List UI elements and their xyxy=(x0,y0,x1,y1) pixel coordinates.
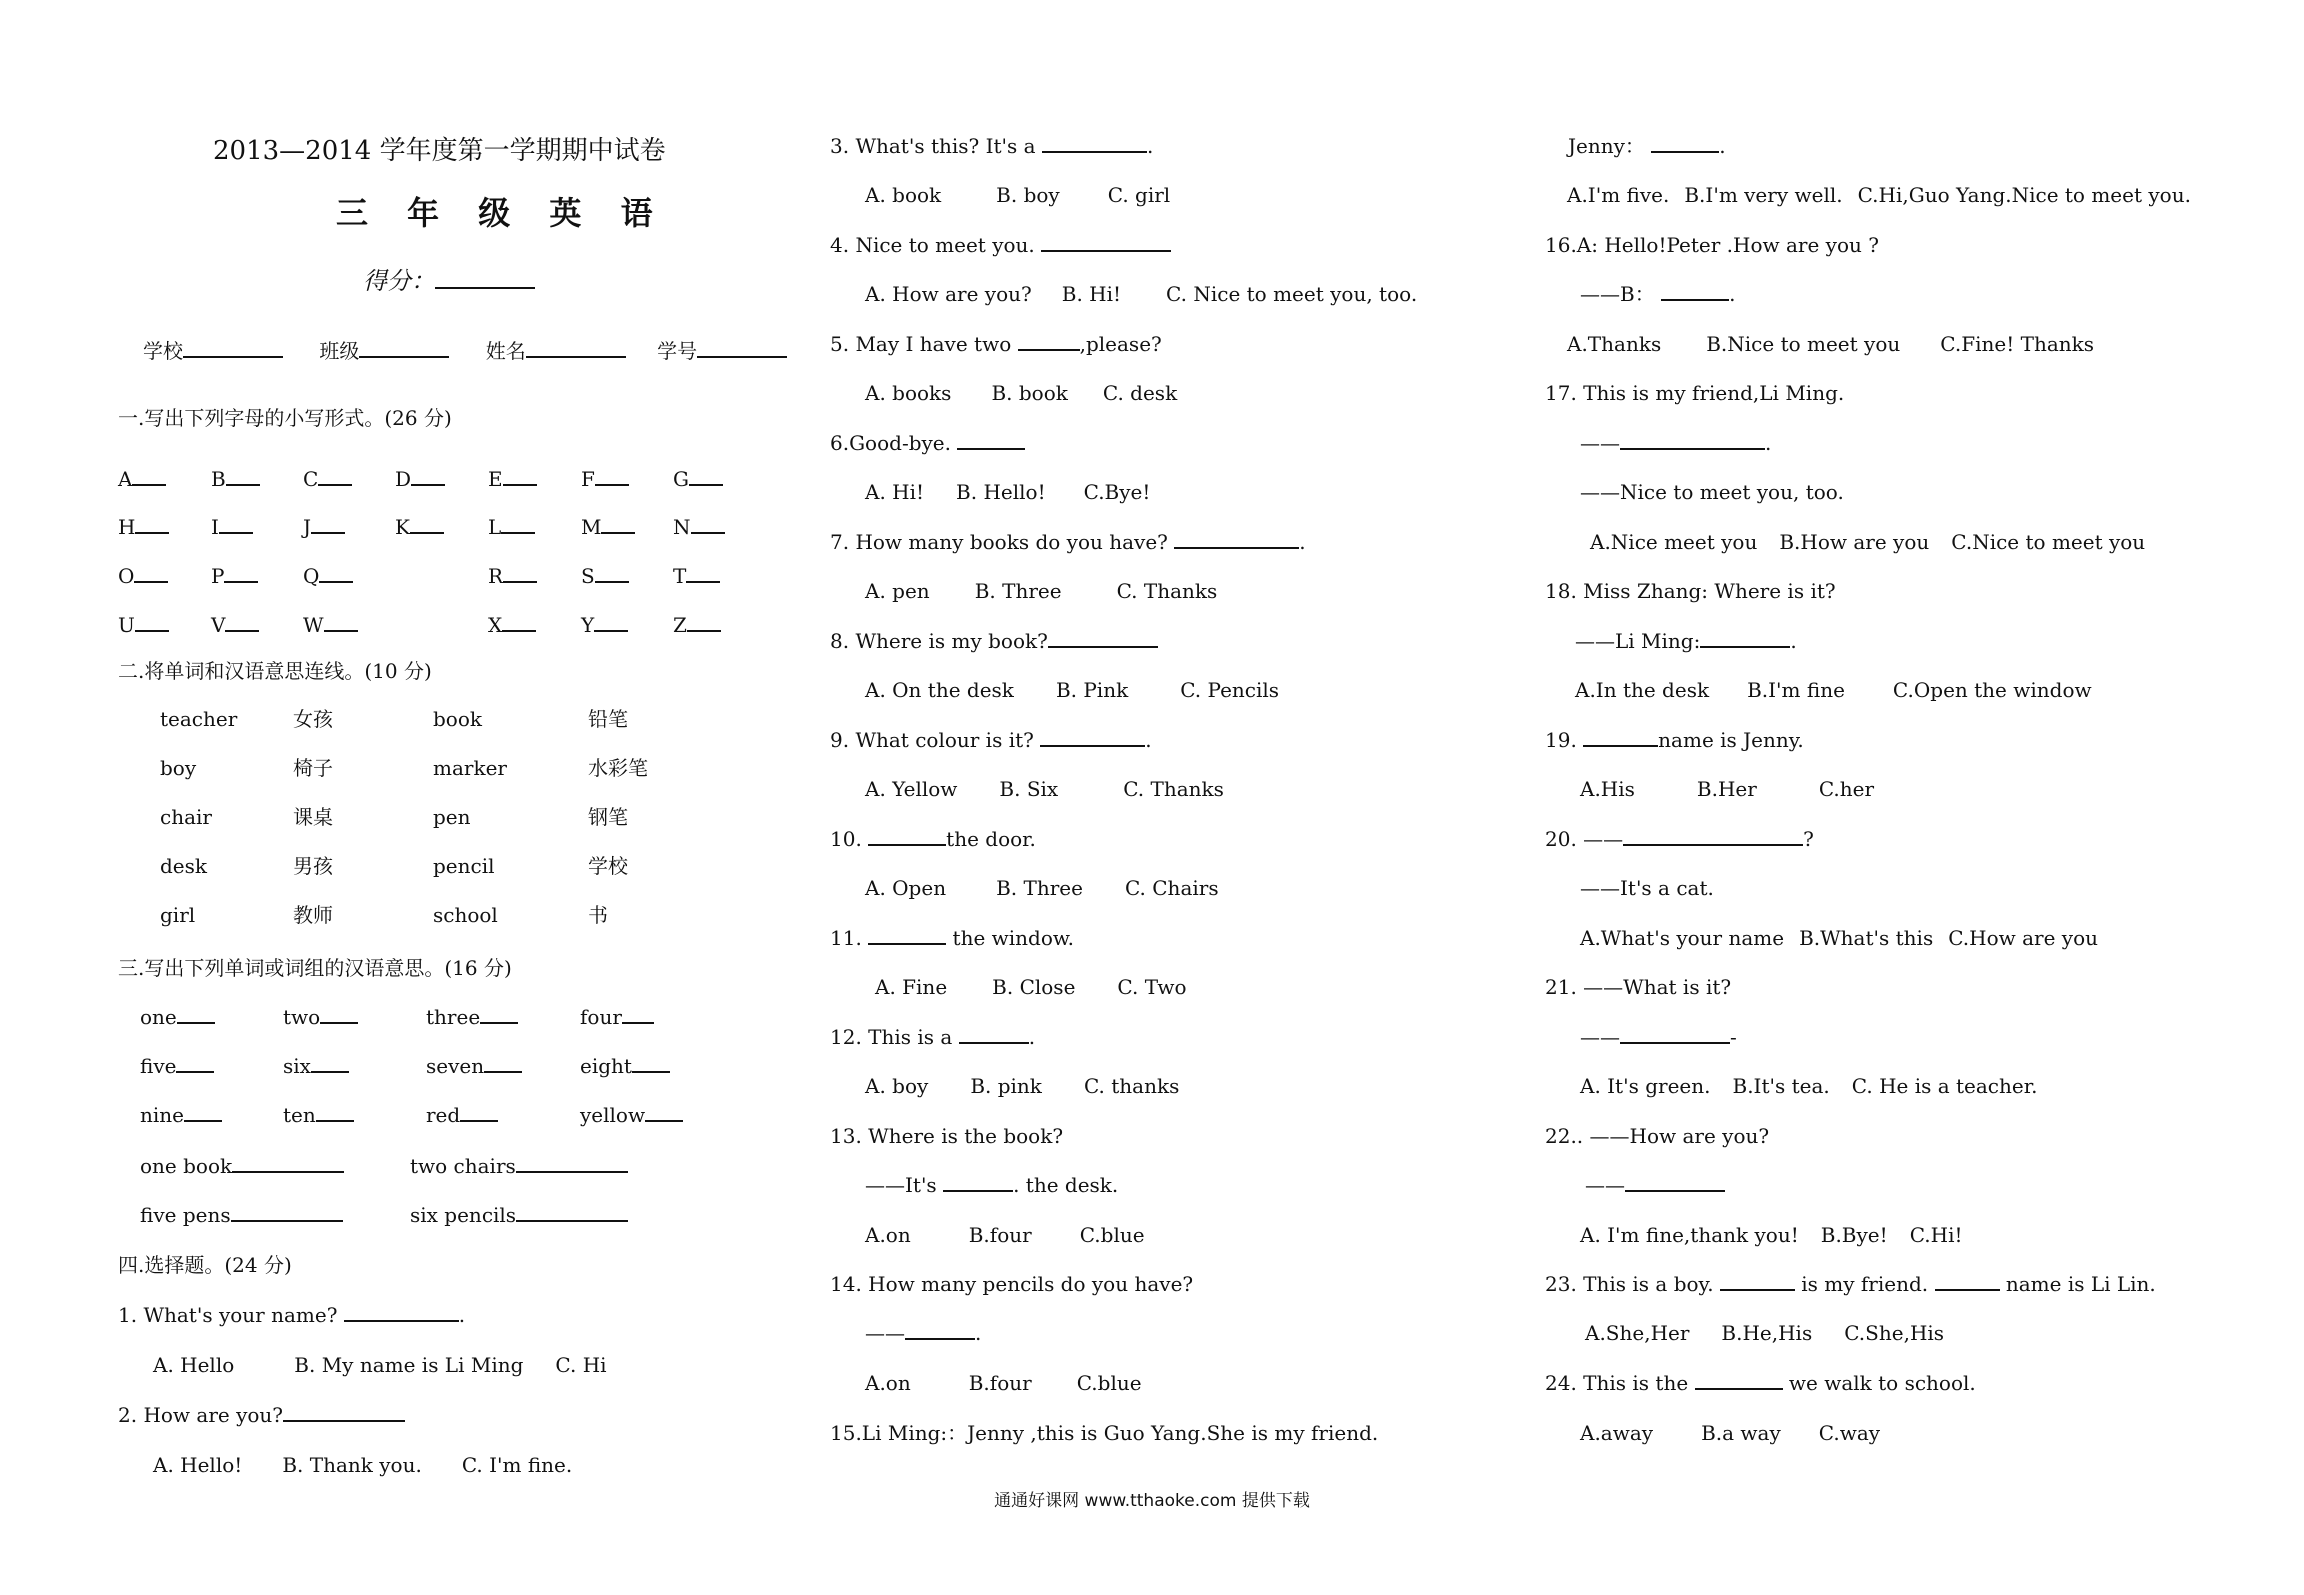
info-class-label: 班级 xyxy=(319,339,360,363)
letter-blank[interactable] xyxy=(135,516,169,534)
letter-blank[interactable] xyxy=(503,565,537,583)
letter-item: O xyxy=(118,563,168,589)
phrase-item: five pens xyxy=(140,1202,343,1228)
question-4-options: A. How are you? B. Hi! C. Nice to meet you, too. xyxy=(865,282,1418,306)
letter-item: F xyxy=(581,466,629,492)
english-word[interactable]: marker xyxy=(433,756,507,780)
score-label: 得分： xyxy=(363,267,435,295)
question-3-options: A. book B. boy C. girl xyxy=(865,183,1171,207)
letter-item: Y xyxy=(581,612,628,638)
info-number-blank[interactable] xyxy=(697,340,787,358)
letter-item: G xyxy=(673,466,723,492)
question-12-options: A. boy B. pink C. thanks xyxy=(865,1074,1180,1098)
answer-blank[interactable] xyxy=(1625,1174,1725,1192)
letter-blank[interactable] xyxy=(219,516,253,534)
letter-item: A xyxy=(118,466,166,492)
question-15-jenny: Jenny： . xyxy=(1568,134,1726,158)
letter-item: R xyxy=(488,563,537,589)
answer-blank[interactable] xyxy=(1935,1273,2000,1291)
question-16-options: A.Thanks B.Nice to meet you C.Fine! Thanks xyxy=(1567,332,2095,356)
info-line xyxy=(143,338,787,364)
answer-blank[interactable] xyxy=(1695,1372,1783,1390)
info-number-label: 学号 xyxy=(657,339,698,363)
letter-blank[interactable] xyxy=(135,614,169,632)
letter-item: V xyxy=(211,612,259,638)
answer-blank[interactable] xyxy=(1661,283,1729,301)
chinese-meaning[interactable]: 书 xyxy=(588,903,608,927)
question-17-answer: —— . xyxy=(1580,431,1772,455)
answer-blank[interactable] xyxy=(868,927,946,945)
question-8: 8. Where is my book? xyxy=(830,628,1158,654)
word-item: four xyxy=(580,1004,654,1030)
info-name-label: 姓名 xyxy=(485,339,526,363)
answer-blank[interactable] xyxy=(1720,1273,1795,1291)
question-9-options: A. Yellow B. Six C. Thanks xyxy=(865,777,1224,801)
chinese-meaning[interactable]: 水彩笔 xyxy=(588,756,648,780)
meaning-blank[interactable] xyxy=(184,1104,222,1122)
letter-blank[interactable] xyxy=(686,565,720,583)
question-23-options: A.She,Her B.He,His C.She,His xyxy=(1585,1321,1945,1345)
exam-subtitle: 三 年 级 英 语 xyxy=(336,194,667,232)
answer-blank[interactable] xyxy=(1174,531,1299,549)
question-21-answer: —— - xyxy=(1580,1025,1737,1049)
info-class-blank[interactable] xyxy=(359,340,449,358)
meaning-blank[interactable] xyxy=(622,1006,654,1024)
word-item: one xyxy=(140,1004,215,1030)
english-word[interactable]: pencil xyxy=(433,854,495,878)
answer-blank[interactable] xyxy=(868,828,946,846)
letter-blank[interactable] xyxy=(503,468,537,486)
letter-item: E xyxy=(488,466,537,492)
letter-item: L xyxy=(488,514,535,540)
question-8-options: A. On the desk B. Pink C. Pencils xyxy=(865,678,1280,702)
meaning-blank[interactable] xyxy=(632,1055,670,1073)
info-name-blank[interactable] xyxy=(526,340,626,358)
question-21: 21. ——What is it? xyxy=(1545,975,1732,999)
answer-blank[interactable] xyxy=(1583,729,1658,747)
answer-blank[interactable] xyxy=(1620,432,1765,450)
question-18-options: A.In the desk B.I'm fine C.Open the window xyxy=(1575,678,2092,702)
letter-item: W xyxy=(303,612,358,638)
word-item: ten xyxy=(283,1102,354,1128)
question-2-options: A. Hello! B. Thank you. C. I'm fine. xyxy=(153,1453,573,1477)
chinese-meaning[interactable]: 学校 xyxy=(588,854,628,878)
answer-blank[interactable] xyxy=(283,1404,405,1422)
letter-item: H xyxy=(118,514,169,540)
letter-blank[interactable] xyxy=(318,468,352,486)
phrase-item: one book xyxy=(140,1153,344,1179)
word-item: five xyxy=(140,1053,214,1079)
question-24: 24. This is the we walk to school. xyxy=(1545,1371,1976,1395)
question-23: 23. This is a boy. is my friend. name is Li Lin. xyxy=(1545,1272,2156,1296)
answer-blank[interactable] xyxy=(1651,135,1719,153)
question-18-answer: ——Li Ming: . xyxy=(1575,629,1797,653)
answer-blank[interactable] xyxy=(905,1322,975,1340)
letter-blank[interactable] xyxy=(225,614,259,632)
question-4: 4. Nice to meet you. xyxy=(830,232,1171,258)
question-13: 13. Where is the book? xyxy=(830,1124,1064,1148)
letter-blank[interactable] xyxy=(595,565,629,583)
meaning-blank[interactable] xyxy=(231,1204,343,1222)
letter-blank[interactable] xyxy=(324,614,358,632)
question-22-answer: —— xyxy=(1585,1172,1725,1198)
answer-blank[interactable] xyxy=(1042,135,1147,153)
english-word[interactable]: teacher xyxy=(160,707,238,731)
section4-heading: 四.选择题。(24 分) xyxy=(118,1253,292,1277)
english-word[interactable]: school xyxy=(433,903,498,927)
letter-item: M xyxy=(581,514,635,540)
question-12: 12. This is a . xyxy=(830,1025,1036,1049)
letter-blank[interactable] xyxy=(691,516,725,534)
word-item: six xyxy=(283,1053,349,1079)
meaning-blank[interactable] xyxy=(177,1006,215,1024)
english-word[interactable]: chair xyxy=(160,805,212,829)
meaning-blank[interactable] xyxy=(176,1055,214,1073)
question-16: 16.A: Hello!Peter .How are you ? xyxy=(1545,233,1879,257)
letter-item: I xyxy=(211,514,253,540)
section3-heading: 三.写出下列单词或词组的汉语意思。(16 分) xyxy=(118,956,512,980)
chinese-meaning[interactable]: 钢笔 xyxy=(588,805,628,829)
question-7: 7. How many books do you have? . xyxy=(830,530,1306,554)
word-item: yellow xyxy=(580,1102,683,1128)
letter-blank[interactable] xyxy=(601,516,635,534)
answer-blank[interactable] xyxy=(959,1026,1029,1044)
answer-blank[interactable] xyxy=(1040,729,1145,747)
question-2: 2. How are you? xyxy=(118,1402,405,1428)
letter-item: T xyxy=(673,563,720,589)
english-word[interactable]: girl xyxy=(160,903,196,927)
meaning-blank[interactable] xyxy=(516,1204,628,1222)
meaning-blank[interactable] xyxy=(232,1155,344,1173)
chinese-meaning[interactable]: 椅子 xyxy=(293,756,333,780)
info-school-label: 学校 xyxy=(143,339,183,363)
letter-blank[interactable] xyxy=(410,516,444,534)
english-word[interactable]: book xyxy=(433,707,483,731)
question-13-options: A.on B.four C.blue xyxy=(865,1223,1145,1247)
score-line xyxy=(363,268,535,294)
answer-blank[interactable] xyxy=(1700,630,1790,648)
letter-blank[interactable] xyxy=(134,565,168,583)
letter-item: Z xyxy=(673,612,721,638)
question-20-options: A.What's your name B.What's this C.How are you xyxy=(1580,926,2099,950)
question-17-options: A.Nice meet you B.How are you C.Nice to meet you xyxy=(1590,530,2146,554)
question-14-answer: —— . xyxy=(865,1321,982,1345)
info-school-blank[interactable] xyxy=(183,340,283,358)
meaning-blank[interactable] xyxy=(480,1006,518,1024)
answer-blank[interactable] xyxy=(1018,333,1080,351)
question-10-options: A. Open B. Three C. Chairs xyxy=(865,876,1219,900)
question-1-options: A. Hello B. My name is Li Ming C. Hi xyxy=(153,1353,607,1377)
meaning-blank[interactable] xyxy=(460,1104,498,1122)
question-6-options: A. Hi! B. Hello! C.Bye! xyxy=(865,480,1151,504)
letter-blank[interactable] xyxy=(132,468,166,486)
answer-blank[interactable] xyxy=(1623,828,1803,846)
footer-credit: 通通好课网 www.tthaoke.com 提供下载 xyxy=(994,1491,1310,1511)
meaning-blank[interactable] xyxy=(311,1055,349,1073)
letter-blank[interactable] xyxy=(311,516,345,534)
meaning-blank[interactable] xyxy=(316,1104,354,1122)
question-20-reply: ——It's a cat. xyxy=(1580,876,1714,900)
english-word[interactable]: boy xyxy=(160,756,197,780)
question-21-options: A. It's green. B.It's tea. C. He is a teacher. xyxy=(1580,1074,2038,1098)
letter-blank[interactable] xyxy=(224,565,258,583)
question-14: 14. How many pencils do you have? xyxy=(830,1272,1194,1296)
question-11-options: A. Fine B. Close C. Two xyxy=(875,975,1187,999)
answer-blank[interactable] xyxy=(1620,1026,1730,1044)
meaning-blank[interactable] xyxy=(516,1155,628,1173)
question-19: 19. name is Jenny. xyxy=(1545,728,1804,752)
letter-blank[interactable] xyxy=(689,468,723,486)
answer-blank[interactable] xyxy=(1041,234,1171,252)
question-19-options: A.His B.Her C.her xyxy=(1580,777,1875,801)
letter-item: Q xyxy=(303,563,353,589)
letter-blank[interactable] xyxy=(226,468,260,486)
question-5-options: A. books B. book C. desk xyxy=(865,381,1178,405)
question-13-answer: ——It's . the desk. xyxy=(865,1173,1119,1197)
letter-blank[interactable] xyxy=(501,516,535,534)
english-word[interactable]: pen xyxy=(433,805,471,829)
word-item: seven xyxy=(426,1053,522,1079)
section2-heading: 二.将单词和汉语意思连线。(10 分) xyxy=(118,659,432,683)
question-5: 5. May I have two ,please? xyxy=(830,332,1162,356)
letter-item: C xyxy=(303,466,352,492)
chinese-meaning[interactable]: 教师 xyxy=(293,903,333,927)
english-word[interactable]: desk xyxy=(160,854,208,878)
letter-item: S xyxy=(581,563,629,589)
chinese-meaning[interactable]: 男孩 xyxy=(293,854,333,878)
chinese-meaning[interactable]: 女孩 xyxy=(293,707,333,731)
question-24-options: A.away B.a way C.way xyxy=(1580,1421,1881,1445)
meaning-blank[interactable] xyxy=(484,1055,522,1073)
letter-blank[interactable] xyxy=(594,614,628,632)
answer-blank[interactable] xyxy=(344,1304,459,1322)
word-item: eight xyxy=(580,1053,670,1079)
letter-blank[interactable] xyxy=(502,614,536,632)
chinese-meaning[interactable]: 课桌 xyxy=(293,805,333,829)
phrase-item: six pencils xyxy=(410,1202,628,1228)
word-item: red xyxy=(426,1102,498,1128)
exam-title: 2013—2014 学年度第一学期期中试卷 xyxy=(213,136,666,166)
letter-item: P xyxy=(211,563,258,589)
question-17-reply: ——Nice to meet you, too. xyxy=(1580,480,1844,504)
question-10: 10. the door. xyxy=(830,827,1036,851)
letter-item: J xyxy=(303,514,345,540)
question-15: 15.Li Ming:：Jenny ,this is Guo Yang.She is my friend. xyxy=(830,1421,1379,1445)
score-blank[interactable] xyxy=(435,271,535,289)
question-7-options: A. pen B. Three C. Thanks xyxy=(865,579,1218,603)
section1-heading: 一.写出下列字母的小写形式。(26 分) xyxy=(118,406,452,430)
letter-item: D xyxy=(395,466,445,492)
word-item: two xyxy=(283,1004,358,1030)
meaning-blank[interactable] xyxy=(320,1006,358,1024)
chinese-meaning[interactable]: 铅笔 xyxy=(588,707,628,731)
meaning-blank[interactable] xyxy=(645,1104,683,1122)
question-14-options: A.on B.four C.blue xyxy=(865,1371,1142,1395)
answer-blank[interactable] xyxy=(1048,630,1158,648)
letter-item: X xyxy=(488,612,536,638)
question-1: 1. What's your name? . xyxy=(118,1303,466,1327)
answer-blank[interactable] xyxy=(957,432,1025,450)
question-11: 11. the window. xyxy=(830,926,1074,950)
question-22: 22.. ——How are you? xyxy=(1545,1124,1770,1148)
question-16-answer: ——B： . xyxy=(1580,282,1736,306)
letter-blank[interactable] xyxy=(595,468,629,486)
letter-item: K xyxy=(395,514,444,540)
letter-item: B xyxy=(211,466,260,492)
word-item: three xyxy=(426,1004,518,1030)
question-6: 6.Good-bye. xyxy=(830,430,1025,456)
letter-item: U xyxy=(118,612,169,638)
letter-blank[interactable] xyxy=(411,468,445,486)
question-18: 18. Miss Zhang: Where is it? xyxy=(1545,579,1836,603)
question-17: 17. This is my friend,Li Ming. xyxy=(1545,381,1845,405)
letter-blank[interactable] xyxy=(687,614,721,632)
letter-blank[interactable] xyxy=(319,565,353,583)
question-3: 3. What's this? It's a . xyxy=(830,134,1154,158)
letter-item: N xyxy=(673,514,725,540)
answer-blank[interactable] xyxy=(943,1174,1013,1192)
question-9: 9. What colour is it? . xyxy=(830,728,1152,752)
question-22-options: A. I'm fine,thank you! B.Bye! C.Hi! xyxy=(1580,1223,1963,1247)
phrase-item: two chairs xyxy=(410,1153,628,1179)
word-item: nine xyxy=(140,1102,222,1128)
question-20: 20. —— ? xyxy=(1545,827,1814,851)
question-15-options: A.I'm five. B.I'm very well. C.Hi,Guo Yang.Nice to meet you. xyxy=(1567,183,2191,207)
